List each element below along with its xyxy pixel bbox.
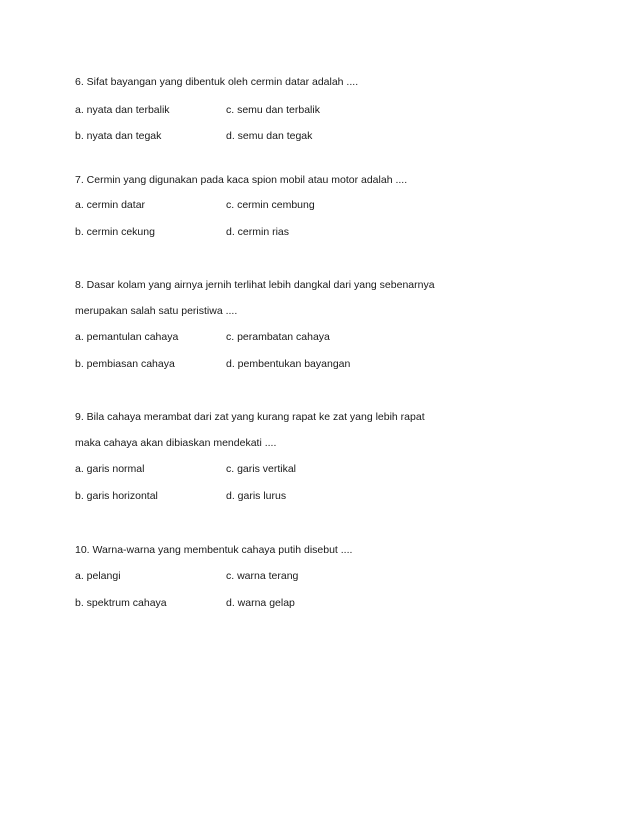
question-6-option-d: d. semu dan tegak bbox=[226, 130, 313, 142]
question-9-option-d: d. garis lurus bbox=[226, 490, 287, 502]
question-6-option-a: a. nyata dan terbalik bbox=[75, 104, 170, 116]
question-9-stem-line-1: 9. Bila cahaya merambat dari zat yang kurang rapat ke zat yang lebih rapat bbox=[75, 411, 425, 423]
question-8-option-d: d. pembentukan bayangan bbox=[226, 358, 351, 370]
question-8-option-a: a. pemantulan cahaya bbox=[75, 331, 179, 343]
question-9-option-b: b. garis horizontal bbox=[75, 490, 158, 502]
question-7-option-c: c. cermin cembung bbox=[226, 199, 315, 211]
question-10-option-a: a. pelangi bbox=[75, 570, 121, 582]
question-8-option-b: b. pembiasan cahaya bbox=[75, 358, 175, 370]
question-7-stem: 7. Cermin yang digunakan pada kaca spion mobil atau motor adalah .... bbox=[75, 174, 408, 186]
question-7-option-d: d. cermin rias bbox=[226, 226, 290, 238]
question-8-stem-line-1: 8. Dasar kolam yang airnya jernih terlihat lebih dangkal dari yang sebenarnya bbox=[75, 279, 435, 291]
question-10-stem: 10. Warna-warna yang membentuk cahaya putih disebut .... bbox=[75, 544, 353, 556]
question-6-stem: 6. Sifat bayangan yang dibentuk oleh cermin datar adalah .... bbox=[75, 76, 359, 88]
question-7-option-a: a. cermin datar bbox=[75, 199, 146, 211]
question-8-stem-line-2: merupakan salah satu peristiwa .... bbox=[75, 305, 238, 317]
question-9-option-c: c. garis vertikal bbox=[226, 463, 297, 475]
question-7-option-b: b. cermin cekung bbox=[75, 226, 155, 238]
question-6-option-c: c. semu dan terbalik bbox=[226, 104, 320, 116]
question-6-option-b: b. nyata dan tegak bbox=[75, 130, 162, 142]
question-10-option-d: d. warna gelap bbox=[226, 597, 295, 609]
question-8-option-c: c. perambatan cahaya bbox=[226, 331, 330, 343]
question-10-option-c: c. warna terang bbox=[226, 570, 299, 582]
question-9-stem-line-2: maka cahaya akan dibiaskan mendekati .... bbox=[75, 437, 277, 449]
question-9-option-a: a. garis normal bbox=[75, 463, 145, 475]
question-10-option-b: b. spektrum cahaya bbox=[75, 597, 167, 609]
